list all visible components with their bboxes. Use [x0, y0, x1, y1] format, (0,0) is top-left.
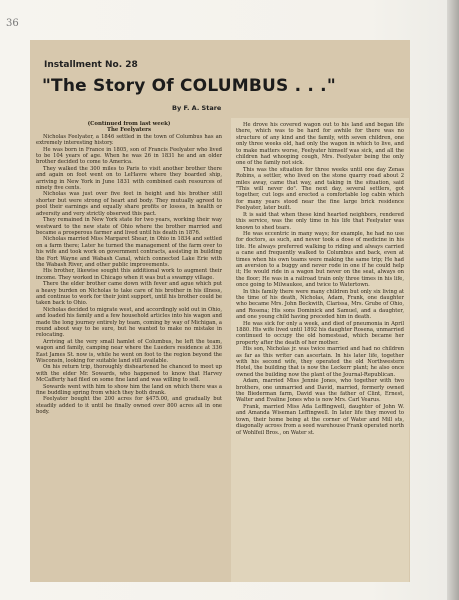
paragraph: Nicholas Feelyater, a 1846 settled in the town of Columbus has an extremely interesting history. — [36, 133, 222, 147]
paragraph: He was born in France in 1805, son of Francis Feelyater who lived to be 104 years of age. When he was 26 in 1831 he and an older brother decided to come to America. — [36, 146, 222, 166]
paragraph: Nicholas married Miss Margaret Shear, in Ohio in 1834 and settled on a farm there; Later he turned the management of the farm over to his wife and took work on government contracts, assisting in building the Fort Wayne and Wabash Canal, which connected Lake Erie with the Wabash River, and other public improvements. — [36, 236, 222, 268]
paragraph: Frank, married Miss Ada Leffingwell, daughter of John W. and Amanda Wiseman Leffingwell. In later life they moved to town, their home being at the corner of Water and Mill sts, diagonally across from a seed warehouse Frank operated north of Wohlfeil Bros., on Water st. — [236, 403, 404, 436]
paragraph: He was sick for only a week, and died of pneumonia in April 1880. His wife lived until 1892 his daughter Rosena, unmarried continued to occupy the old homestead, which became her property after the death of her mother. — [236, 320, 404, 346]
paragraph: Adam, married Miss Jennie Jones, who together with two brothers, one unmarried and David, married, formerly owned the Biederman farm, David was the father of Clint, Ernest, Walter and Evaline Jones who is now Mrs. Carl Vearus. — [236, 378, 404, 404]
paragraph: Nicholas was just over five feet in height and his brother still shorter but were strong of heart and body. They mutually agreed to pool their earnings and equally share profits or losses, in health or adversity and very strictly observed this pact. — [36, 191, 222, 217]
paragraph: Nicholas decided to migrate west, and accordingly sold out in Ohio, and loaded his family and a few household articles into his wagon and made the long journey entirely by team, coming by way of Michigan, a round about way to be sure, but he wanted to make no mistake in relocating. — [36, 306, 222, 339]
paragraph: They walked the 300 miles to Paris to visit another brother there and again on foot went on to LeHavre where they boarded ship, arriving in New York in June 1831 with combined cash resources of ninety five cents. — [36, 165, 222, 192]
article-header — [42, 60, 342, 120]
page-binding-edge — [447, 0, 459, 600]
paragraph: In this family there were many children but only six living at the time of his death, Nicholas, Adam, Frank, one daughter who became Mrs. John Beckwith, Clarissa, Mrs. Grube of Ohio, and Rosena; His sons Dominick and Samuel, and a daughter, and one young child having preceded him in death. — [236, 288, 404, 321]
paragraph: On his return trip, thoroughly disheartened he chanced to meet up with the elder Mr. Sowards, who happened to know that Harvey McCafferty had filed on some fine land and was willing to sell. — [36, 364, 222, 384]
section-heading: The Feelyaters — [106, 127, 152, 134]
article-column-right — [236, 122, 404, 580]
paragraph: It is said that when these kind hearted neighbors, rendered this service, was the only time in his life that Feelyater was known to shed tears. — [236, 211, 404, 231]
paragraph: His brother, likewise sought this additional work to augment their income. They worked in Chicago when it was but a swampy village. — [36, 268, 222, 281]
paragraph: He was eccentric in many ways; for example, he had no use for doctors, as such, and never took a dose of medicine in his life. He always preferred walking to riding and always carried a cane and frequently walked to Columbus and back, even at times when his own teams were making the same trip; He had an aversion to a buggy and never rode in one if he could help it; He would ride in a wagon but never on the seat, always on the floor; He was in a railroad train only three times in his life, once going to Milwaukee, and twice to Watertown. — [236, 230, 404, 289]
paragraph: They remained in New York state for two years, working their way westward to the new state of Ohio where the brother married and became a prosperous farmer and lived until his death in 1876. — [36, 217, 222, 236]
paragraph: Sowards went with him to show him the land on which there was a fine buddling spring from which they both drank. — [36, 383, 222, 397]
continued-note: (Continued from last week) — [87, 121, 171, 127]
page-number: 36 — [6, 18, 19, 29]
paragraph: His son, Nicholas jr. was twice married and had no children as far as this writer can ascertain. In his later life, together with his second wife, they operated the old Northwestern Hotel, the building that is now the Leckerr plant; he also once owned the building now the plant of the Journal-Republican. — [236, 346, 404, 378]
installment-label: Installment No. 28 — [44, 60, 138, 70]
article-title: "The Story Of COLUMBUS . . ." — [42, 76, 336, 96]
article-byline: By F. A. Stare — [172, 104, 222, 112]
paragraph: He drove his covered wagon out to his land and began life there, which was to be hard for awhile for there was no structure of any kind and the family, with seven children, one only three weeks old, had only the wagon in which to live, and to make matters worse, Feelyater himself was sick, and all the children had whooping cough, Mrs. Feelyater being the only one of the family not sick. — [236, 122, 404, 167]
paragraph: Arriving at the very small hamlet of Columbus, he left the team, wagon and family, camping near where the Lueders residence at 336 East James St. now is, while he went on foot to the region beyond the Wisconsin, looking for suitable land still available. — [36, 338, 222, 365]
paragraph: This was the situation for three weeks until one day Zenas Robins, a settler, who lived on the stone quarry road about 2 miles away, came that way, and taking in the situation, said "This will never do". The next day, several settlers, got together, cut logs and erected a comfortable log cabin which for many years stood near the fine large brick residence Feelyater, later built. — [236, 166, 404, 212]
article-column-left — [36, 121, 222, 579]
paragraph: There the elder brother came down with fever and ague which put a heavy burden on Nicholas to take care of his brother in his illness, and continue to work for their joint support, until his brother could be taken back to Ohio. — [36, 281, 222, 307]
paragraph: Feelyater bought the 200 acres for $475.00, and gradually but steadily added to it until he finally owned over 800 acres all in one body. — [36, 396, 222, 416]
